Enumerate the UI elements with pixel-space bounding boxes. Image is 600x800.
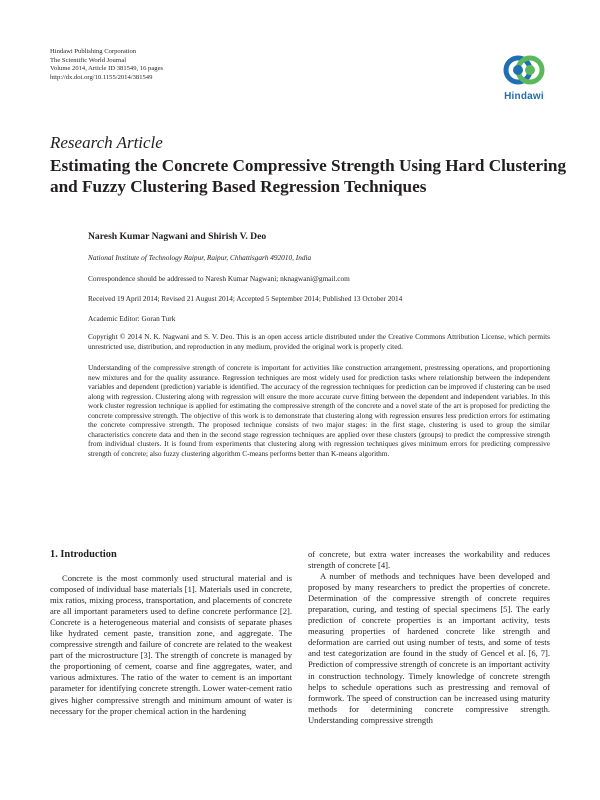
article-dates: Received 19 April 2014; Revised 21 August 2014; Accepted 5 September 2014; Published 13 October 2014 (88, 294, 403, 303)
abstract: Understanding of the compressive strength of concrete is important for activities like construction arrangement, prestressing operations, and proportioning new mixtures and for the quality assurance. Regression techniques are most widely used for prediction tasks where relationship between the independent variables and dependent (prediction) variable is identified. The accuracy of the regression techniques for prediction can be improved if clustering can be used along with regression. Clustering along with regression will ensure the more accurate curve fitting between the dependent and independent variables. In this work cluster regression technique is applied for estimating the compressive strength of the concrete and a novel state of the art is proposed for predicting the concrete compressive strength. The objective of this work is to demonstrate that clustering along with regression ensures less prediction errors for estimating the concrete compressive strength. The proposed technique consists of two major stages: in the first stage, clustering is used to group the similar characteristics concrete data and then in the second stage regression techniques are applied over these clusters (groups) to predict the compressive strength from individual clusters. It is found from experiments that clustering along with regression techniques gives minimum errors for predicting compressive strength of concrete; also fuzzy clustering algorithm C-means performs better than K-means algorithm. (88, 363, 550, 458)
paragraph: A number of methods and techniques have been developed and proposed by many researchers to predict the properties of concrete. Determination of the compressive strength of concrete requires preparation, curing, and testing of special specimens [5]. The early prediction of concrete properties is an important activity, tests measuring properties of hardened concrete like strength and deformation are carried out using number of tests, and some of tests and test categorization are found in the study of Gencel et al. [6, 7]. Prediction of compressive strength of concrete is an important activity in construction technology. Timely knowledge of concrete strength helps to schedule operations such as prestressing and removal of formwork. The speed of construction can be increased using maturity methods for determining concrete compressive strength. Understanding compressive strength (308, 571, 550, 725)
hindawi-logo-text: Hindawi (504, 91, 544, 102)
volume-info: Volume 2014, Article ID 381549, 16 pages (50, 65, 164, 73)
correspondence: Correspondence should be addressed to Naresh Kumar Nagwani; nknagwani@gmail.com (88, 274, 350, 283)
right-column (308, 549, 550, 726)
copyright-notice: Copyright © 2014 N. K. Nagwani and S. V. Deo. This is an open access article distributed under the Creative Commons Attribution License, which permits unrestricted use, distribution, and reproduction in any medium, provided the original work is properly cited. (88, 332, 550, 351)
paragraph: of concrete, but extra water increases the workability and reduces strength of concrete [4]. (308, 549, 550, 571)
academic-editor: Academic Editor: Goran Turk (88, 314, 176, 323)
paragraph: Concrete is the most commonly used structural material and is composed of individual base materials [1]. Materials used in concrete, mix ratios, mixing process, transportation, and placements of concrete are all important parameters used to define concrete performance [2]. Concrete is a heterogeneous material and consists of separate phases like hydrated cement paste, transition zone, and aggregate. The compressive strength and failure of concrete are related to the weakest part of the microstructure [3]. The strength of concrete is managed by the proportioning of cement, coarse and fine aggregates, water, and various admixtures. The ratio of the water to cement is an important parameter for identifying concrete strength. Lower water-cement ratio gives higher compressive strength and minimum amount of water is necessary for the proper chemical action in the hardening (50, 573, 292, 716)
journal-header (50, 48, 163, 82)
authors: Naresh Kumar Nagwani and Shirish V. Deo (88, 231, 267, 242)
doi-link[interactable]: http://dx.doi.org/10.1155/2014/381549 (50, 73, 153, 81)
publisher-name: Hindawi Publishing Corporation (50, 48, 137, 55)
left-column (50, 573, 292, 717)
journal-name: The Scientific World Journal (50, 56, 127, 64)
section-heading: 1. Introduction (50, 549, 117, 560)
affiliation: National Institute of Technology Raipur, Raipur, Chhattisgarh 492010, India (88, 253, 312, 262)
article-type: Research Article (50, 133, 163, 152)
article-title: Estimating the Concrete Compressive Strength Using Hard Clustering and Fuzzy Clustering Based Regression Techniques (50, 156, 567, 196)
